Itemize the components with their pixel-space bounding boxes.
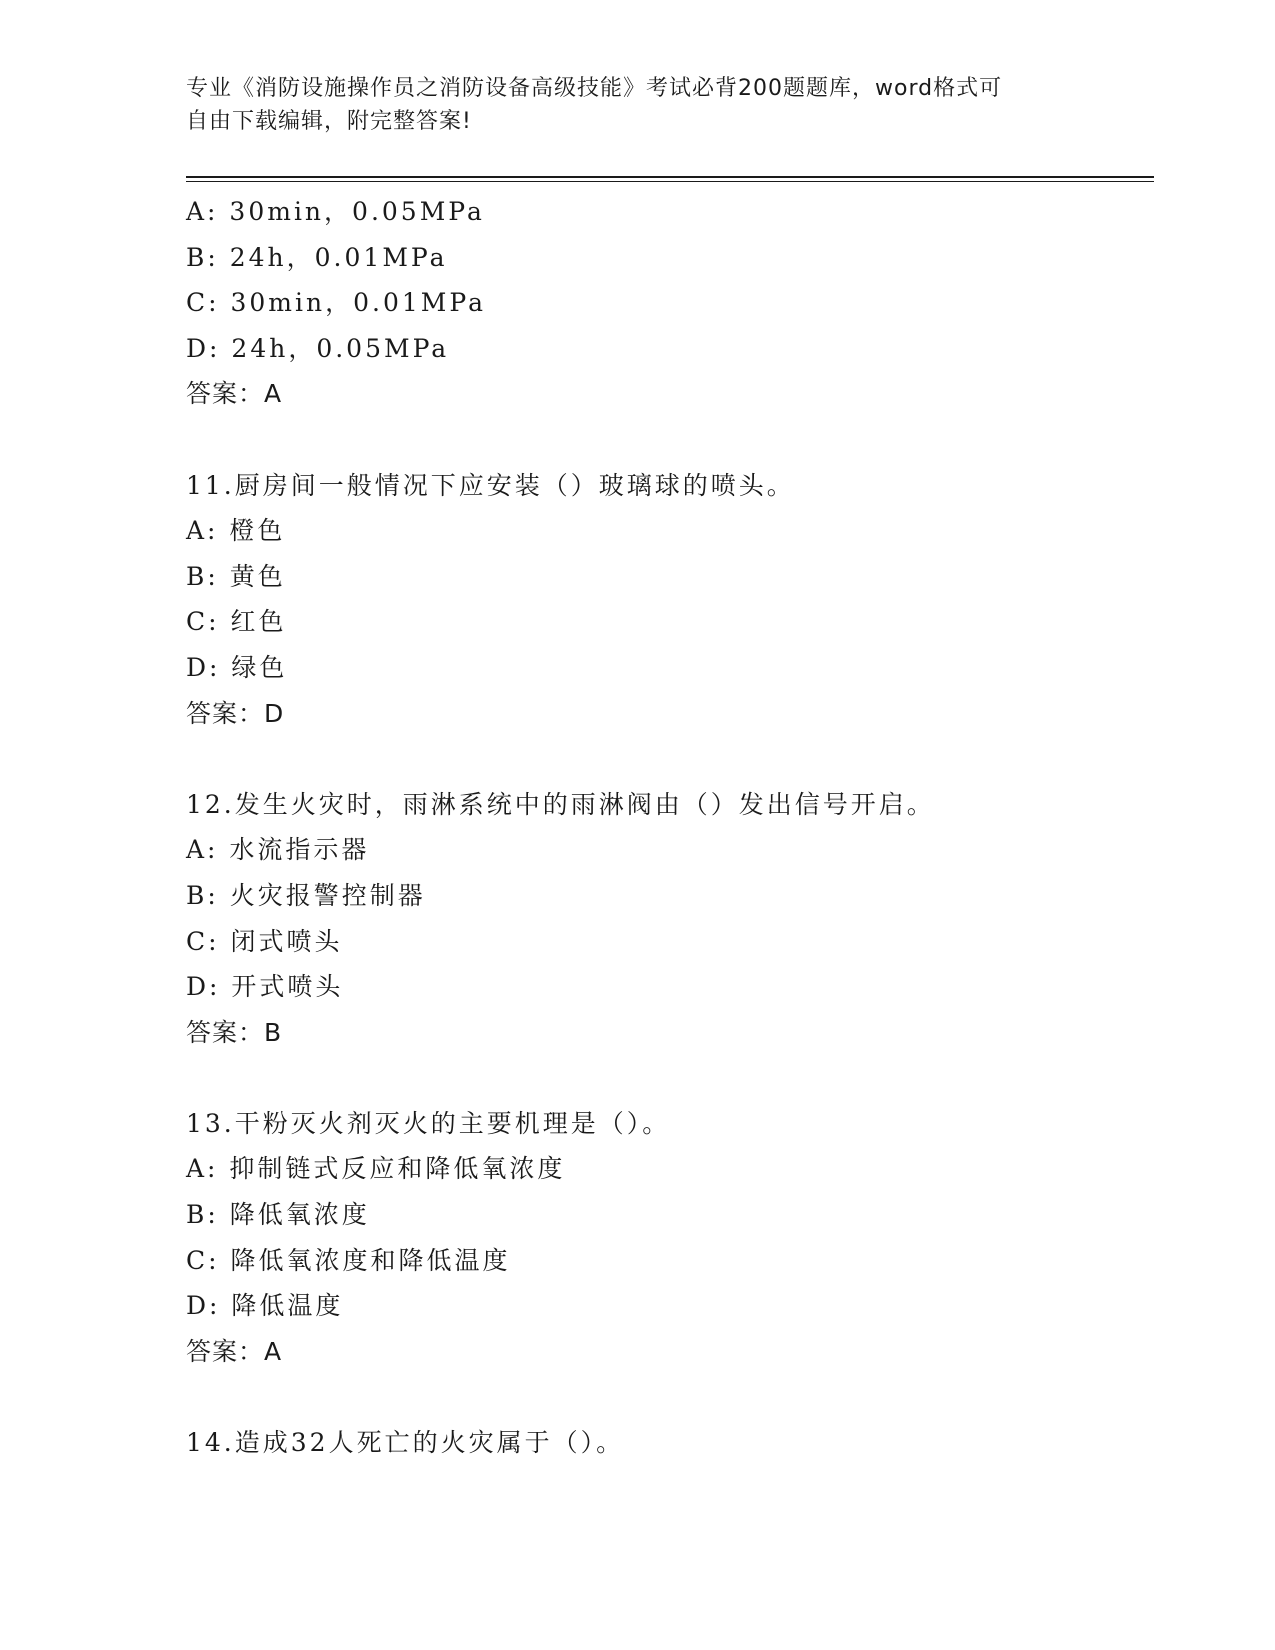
question-block-12 (186, 782, 1146, 1056)
option-c: C: 红色 (186, 607, 287, 637)
option-d: D: 绿色 (186, 652, 288, 682)
question-block-11 (186, 463, 1146, 737)
spacer (186, 417, 1146, 463)
option-a: A: 抑制链式反应和降低氧浓度 (186, 1154, 566, 1184)
question-stem: 12.发生火灾时，雨淋系统中的雨淋阀由（）发出信号开启。 (186, 789, 935, 819)
header-divider-thin (186, 181, 1154, 182)
spacer (186, 736, 1146, 782)
option-a: A: 橙色 (186, 516, 286, 546)
document-header (186, 72, 1066, 138)
question-stem: 11.厨房间一般情况下应安装（）玻璃球的喷头。 (186, 470, 795, 500)
option-b: B: 降低氧浓度 (186, 1200, 370, 1230)
spacer (186, 1374, 1146, 1420)
question-block-10 (186, 189, 1146, 417)
option-d: D: 开式喷头 (186, 972, 344, 1002)
option-c: C: 闭式喷头 (186, 926, 343, 956)
option-d: D: 24h，0.05MPa (186, 333, 450, 363)
header-title-line-2: 自由下载编辑，附完整答案! (186, 109, 472, 134)
answer-line: 答案：D (186, 698, 285, 728)
option-a: A: 30min，0.05MPa (186, 197, 485, 226)
question-stem: 13.干粉灭火剂灭火的主要机理是（）。 (186, 1108, 671, 1138)
option-b: B: 24h，0.01MPa (186, 242, 448, 272)
option-c: C: 30min，0.01MPa (186, 288, 486, 318)
question-block-13 (186, 1101, 1146, 1375)
option-d: D: 降低温度 (186, 1291, 344, 1321)
question-block-14 (186, 1420, 1146, 1466)
answer-line: 答案：A (186, 379, 283, 409)
question-stem: 14.造成32人死亡的火灾属于（）。 (186, 1428, 625, 1458)
option-b: B: 火灾报警控制器 (186, 880, 426, 910)
option-b: B: 黄色 (186, 561, 286, 591)
option-c: C: 降低氧浓度和降低温度 (186, 1245, 511, 1275)
question-content (186, 189, 1146, 1466)
answer-line: 答案：B (186, 1017, 283, 1047)
option-a: A: 水流指示器 (186, 835, 370, 865)
header-divider-thick (186, 176, 1154, 178)
answer-line: 答案：A (186, 1336, 283, 1366)
spacer (186, 1055, 1146, 1101)
header-title-line-1: 专业《消防设施操作员之消防设备高级技能》考试必背200题题库，word格式可 (186, 76, 1003, 101)
